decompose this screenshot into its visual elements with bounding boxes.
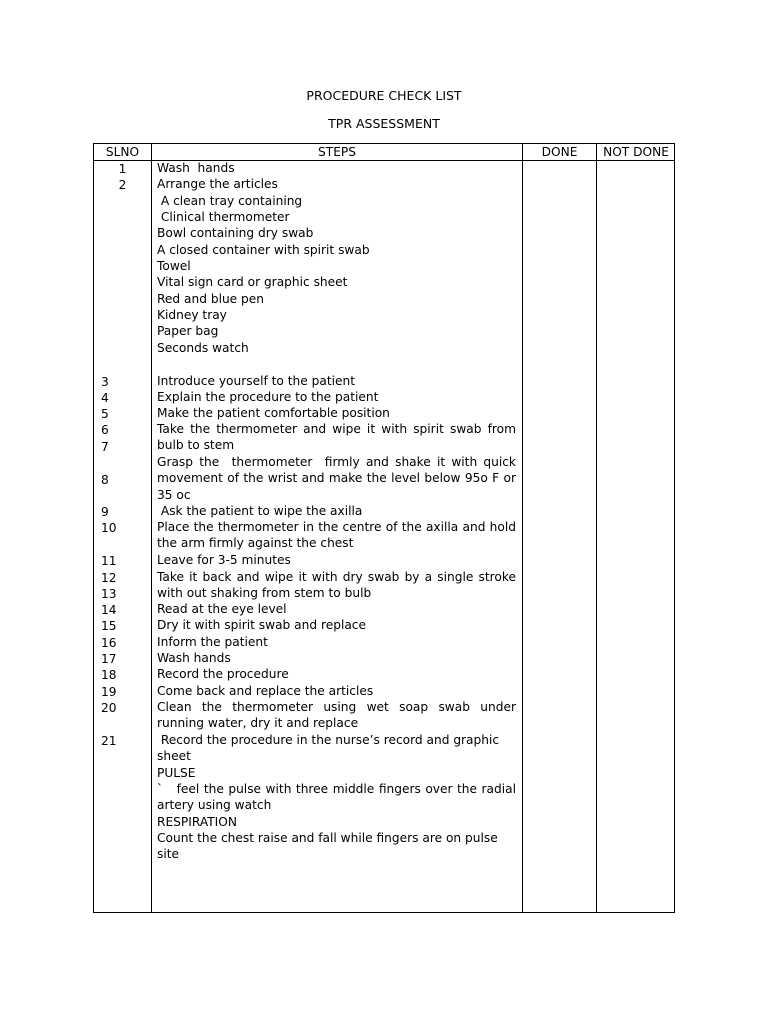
step-text: A closed container with spirit swab [157, 243, 370, 257]
page-title: PROCEDURE CHECK LIST [306, 88, 462, 103]
page-subtitle: TPR ASSESSMENT [328, 116, 440, 131]
serial-number: 21 [101, 734, 117, 748]
step-text: Towel [157, 259, 191, 273]
step-text: Take it back and wipe it with dry swab by a single stroke with out shaking from stem to bulb [157, 570, 520, 601]
step-text: Grasp the thermometer firmly and shake it with quick movement of the wrist and make the level below 95o F or 35 oc [157, 455, 520, 502]
step-text: Inform the patient [157, 635, 268, 649]
step-text: Kidney tray [157, 308, 227, 322]
step-text: Paper bag [157, 324, 219, 338]
step-text: Clean the thermometer using wet soap swab under running water, dry it and replace [157, 700, 520, 731]
step-text: ` feel the pulse with three middle fingers over the radial artery using watch [157, 782, 520, 813]
header-done: DONE [541, 145, 578, 159]
serial-number: 17 [101, 652, 117, 666]
serial-number: 7 [101, 440, 109, 454]
step-text: A clean tray containing [157, 194, 303, 208]
serial-number: 11 [101, 554, 117, 568]
serial-number: 18 [101, 668, 117, 682]
serial-number: 13 [101, 587, 117, 601]
checklist-table [93, 143, 675, 913]
step-text: Wash hands [157, 161, 235, 175]
header-steps: STEPS [318, 145, 356, 159]
column-divider [522, 144, 523, 912]
step-text: Make the patient comfortable position [157, 406, 390, 420]
step-text: Red and blue pen [157, 292, 265, 306]
serial-number: 14 [101, 603, 117, 617]
step-text: Place the thermometer in the centre of the axilla and hold the arm firmly against the chest [157, 520, 520, 551]
step-text: Ask the patient to wipe the axilla [157, 504, 363, 518]
step-text: Introduce yourself to the patient [157, 374, 355, 388]
serial-number: 16 [101, 636, 117, 650]
step-text: Explain the procedure to the patient [157, 390, 379, 404]
header-not-done: NOT DONE [603, 145, 669, 159]
serial-number: 12 [101, 571, 117, 585]
serial-number: 2 [118, 178, 127, 192]
serial-number: 20 [101, 701, 117, 715]
column-divider [151, 144, 152, 912]
serial-number: 9 [101, 505, 109, 519]
serial-number: 10 [101, 521, 117, 535]
column-divider [596, 144, 597, 912]
step-text: Dry it with spirit swab and replace [157, 618, 367, 632]
step-text: Wash hands [157, 651, 231, 665]
serial-number: 3 [101, 375, 109, 389]
step-text: Take the thermometer and wipe it with spirit swab from bulb to stem [157, 422, 520, 453]
section-heading: PULSE [157, 766, 196, 780]
step-text: Bowl containing dry swab [157, 226, 314, 240]
step-text: Count the chest raise and fall while fingers are on pulse site [157, 831, 502, 862]
step-text: Read at the eye level [157, 602, 287, 616]
serial-number: 6 [101, 423, 109, 437]
serial-number: 4 [101, 391, 109, 405]
step-text: Leave for 3-5 minutes [157, 553, 291, 567]
step-text: Seconds watch [157, 341, 249, 355]
step-text: Arrange the articles [157, 177, 278, 191]
step-text: Record the procedure in the nurse’s record and graphic sheet [157, 733, 503, 764]
step-text: Record the procedure [157, 667, 289, 681]
serial-number: 8 [101, 473, 109, 487]
serial-number: 1 [118, 162, 127, 176]
serial-number: 19 [101, 685, 117, 699]
header-slno: SLNO [105, 145, 140, 159]
serial-number: 5 [101, 407, 109, 421]
step-text: Clinical thermometer [157, 210, 290, 224]
step-text: Come back and replace the articles [157, 684, 374, 698]
section-heading: RESPIRATION [157, 815, 237, 829]
step-text: Vital sign card or graphic sheet [157, 275, 348, 289]
serial-number: 15 [101, 619, 117, 633]
